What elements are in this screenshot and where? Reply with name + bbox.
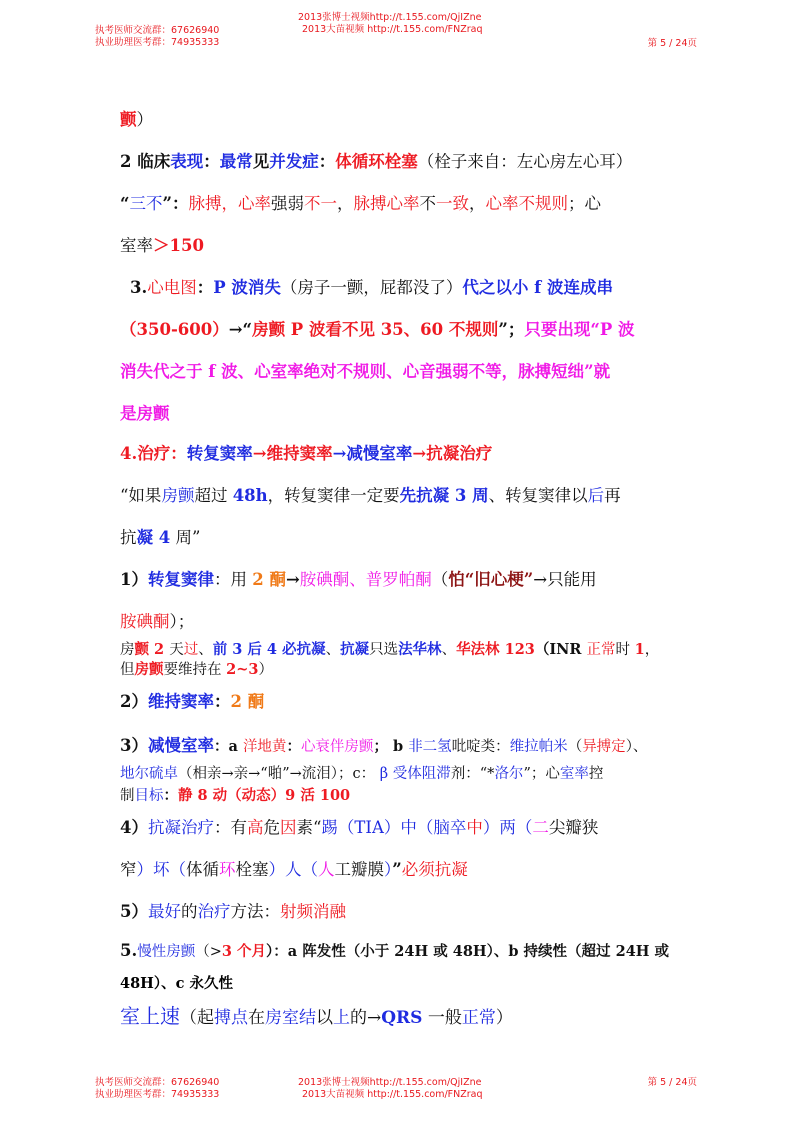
text-span: （起 [180,1008,214,1028]
text-span: 窄 [120,860,137,879]
text-span: 3 个月 [221,943,267,960]
text-span: 胺碘酮、普罗帕酮 [299,570,432,589]
text-span: 但 [120,662,135,678]
header-link-1[interactable]: 2013张博士视频http://t.155.com/QjIZne [298,12,482,23]
text-span: 要维持在 [163,662,227,678]
text-span: 体循 [186,860,219,879]
line-san-bu [120,190,601,214]
text-span: （栓子来自：左心房左心耳） [417,152,633,171]
list-number: 2） [120,692,148,711]
section-heading: 5. [120,941,138,960]
footer-page-number: 第 5 / 24页 [647,1077,697,1088]
text-span: ：用 [213,570,253,589]
section-2-clinical [120,148,632,172]
text-span: 法华林 [398,641,442,658]
text-span: ：有 [213,818,247,837]
text-span: 目标 [134,788,164,804]
text-span: 正常 [461,1008,496,1028]
text-span: β 受体阻 [379,766,437,782]
text-span: 脉搏，心率 [188,194,271,213]
item-5-best-treatment [120,898,346,922]
text-span: 中 [466,818,483,837]
text-span: （350-600） [120,320,229,339]
text-span: 维拉帕米 [509,739,568,755]
text-span: 、转复窦律以 [488,486,588,505]
text-span: 房颤 P 波看不见 35、60 不规则 [252,320,499,339]
line-ecg-4: 是房颤 [120,404,170,423]
text-span: 过 [183,642,199,658]
text-span: 不一 [304,194,337,213]
text-span: 射频消融 [279,902,346,921]
footer-group-1: 执考医师交流群：67626940 [95,1077,220,1088]
text-span: 上 [333,1008,350,1028]
text-span: 工瓣膜 [334,860,384,879]
text-span: 房 [120,642,135,658]
list-number: 3） [120,736,148,755]
footer-group-info [95,1077,219,1101]
text-span: （ [567,739,583,755]
text-span: ，转复窦律一定要 [267,486,400,505]
text-span: 脉搏心率 [353,194,420,213]
text-span: QRS [381,1008,423,1028]
text-span: 后 [587,486,605,505]
item-4-anticoagulation [120,814,598,838]
text-span: 维持窦率 [266,444,333,463]
section-heading: 室上速 [120,1004,180,1028]
text-span: 转复窦率 [186,444,253,463]
line-permanent: 48H）、c 永久性 [120,975,234,992]
text-span: 滞 [436,766,451,782]
text-span: ： [163,787,178,804]
text-span: 1 [634,641,645,658]
text-span: 转复窦律 [147,570,214,589]
text-span: ”； [498,320,525,339]
header-group-1: 执考医师交流群：67626940 [95,25,220,36]
header-group-2: 执业助理医考群：74935333 [95,37,220,48]
text-span: ： [213,692,231,711]
line-quote-4weeks [120,524,200,548]
text-span: →“ [228,320,253,339]
text-span: 剂：“* [450,766,495,782]
text-span: ， [644,642,660,658]
text-span: 体循环栓塞 [335,152,418,171]
section-3-ecg [130,274,613,298]
header-video-links [298,12,483,36]
line-0 [120,106,153,130]
text-span: 先抗凝 3 周 [399,486,489,505]
text-span: 二 [532,818,549,837]
text-span: 高 [246,818,264,837]
text-span: 以 [316,1008,333,1028]
text-span: 颤 [120,110,137,129]
list-number: 4） [120,818,148,837]
footer-group-2: 执业助理医考群：74935333 [95,1089,220,1100]
text-span: 人 [318,860,335,879]
text-span: 2~3 [226,661,259,678]
text-span: 维持窦率 [147,692,214,711]
text-span: 再 [604,486,621,505]
text-span: ；心 [568,194,601,213]
heading-svt [120,1000,513,1029]
text-span: 表现 [170,152,204,171]
text-span: ）； [169,612,195,631]
text-span: 必须抗凝 [401,860,468,879]
text-span: 减慢室率 [147,736,214,755]
text-span: ： [286,738,301,755]
line-warfarin [120,638,659,659]
text-span: ）、 [625,739,648,755]
text-span: （ [431,570,449,589]
text-span: 凝 4 [136,528,171,547]
arrow-icon: → [332,444,347,463]
text-span: 尖瓣狭 [548,818,599,837]
text-span: 心率不规则 [485,194,568,213]
text-span: 房室结 [265,1008,316,1028]
arrow-icon: → [412,444,427,463]
line-diltiazem [120,762,603,783]
text-span: 、 [198,642,213,658]
text-span: 在 [248,1008,265,1028]
text-span: 房颤 [161,486,195,505]
text-span: （相亲→亲→“啪”→流泪）；c： [178,766,380,782]
arrow-icon: → [252,444,267,463]
text-span: 心电图 [147,278,197,297]
text-span: 时 [615,642,635,658]
text-span: “ [120,194,130,213]
text-span: 48h [232,486,268,505]
text-span: 踢（TIA）中（脑卒 [321,818,467,837]
section-4-treatment [120,440,492,464]
text-span: 制 [120,788,135,804]
text-span: ， [337,194,354,213]
header-group-info [95,25,219,49]
section-heading: 4.治疗： [120,444,187,463]
text-span: ： [196,278,214,297]
text-span: 抗凝治疗 [426,444,493,463]
text-span: 方法： [230,902,280,921]
text-span: 环 [219,860,236,879]
text-span: 一致 [436,194,469,213]
text-span: 抗凝治疗 [147,818,214,837]
text-span: ） [258,662,273,678]
text-span: ”；心 [523,766,560,782]
text-span: 吡啶类： [451,739,510,755]
text-span: 栓塞 [235,860,269,879]
text-span: 抗 [120,528,137,547]
footer-link-2[interactable]: 2013大苗视频 http://t.155.com/FNZraq [302,1089,483,1100]
text-span: 房颤 [134,661,164,678]
text-span: ：a [213,738,243,755]
text-span: 最常 [219,152,253,171]
text-span: 素“ [296,818,322,837]
text-span: 危 [263,818,280,837]
text-span: 周” [170,528,201,547]
item-3-rate-control [120,732,647,756]
text-span: 怕“旧心梗” [448,570,534,589]
text-span: 洋地黄 [242,739,287,755]
text-span: 减慢室率 [346,444,413,463]
text-span: 天 [169,642,184,658]
text-span: ）两（ [482,818,533,837]
text-span: 不 [419,194,436,213]
text-span: →只能用 [533,570,597,589]
line-amiodarone [120,608,194,632]
line-ecg-3: 消失代之于 f 波、心室率绝对不规则、心音强弱不等，脉搏短绌”就 [120,362,611,381]
text-span: 静 8 动（动态）9 活 100 [178,787,351,804]
text-span: ）：a 阵发性（小于 24H 或 48H）、b 持续性（超过 24H 或 [266,943,670,960]
text-span: 控 [588,766,604,782]
text-span: ） [136,110,153,129]
line-ventricular-rate [120,232,204,256]
text-span: 非二氢 [408,739,452,755]
text-span: 抗凝 [340,641,370,658]
text-span: 胺碘酮 [120,612,170,631]
section-heading: 2 临床 [120,152,171,171]
text-span: 前 3 后 4 必抗凝 [212,641,326,658]
text-span: 心衰伴房颤 [300,739,374,755]
text-span: ： [203,152,220,171]
text-span: 2 酮 [252,570,286,589]
arrow-icon: → [285,570,300,589]
text-span: （INR [534,641,587,658]
text-span: ： [318,152,336,171]
text-span: 超过 [194,486,233,505]
text-span: 慢性房颤 [137,944,196,960]
text-span: 正常 [586,642,616,658]
text-span: 的 [180,902,198,921]
text-span: ”： [162,194,189,213]
text-span: 并发症 [269,152,319,171]
text-span: 因 [279,818,297,837]
text-span: 只要出现“P 波 [524,320,635,339]
text-span: ； b [373,738,409,755]
text-span: ， [469,194,486,213]
text-span: 洛尔 [494,766,524,782]
text-span: 一般 [422,1008,462,1028]
item-1-cardioversion [120,566,597,590]
header-link-2[interactable]: 2013大苗视频 http://t.155.com/FNZraq [302,24,483,35]
text-span: ” [392,860,402,879]
text-span: 室率 [559,766,589,782]
text-span: 、 [325,642,341,658]
text-span: P 波消失 [213,278,281,297]
item-2-maintain [120,688,264,712]
text-span: 华法林 123 [456,641,535,658]
text-span: ） [495,1008,513,1028]
line-anticoag-2 [120,856,468,880]
footer-video-links [298,1077,483,1101]
text-span: （房子一颤，屁都没了） [280,278,463,297]
text-span: 最好 [147,902,181,921]
header-page-number: 第 5 / 24页 [647,38,697,49]
section-5-chronic-af [120,940,669,961]
text-span: 搏点 [214,1008,248,1028]
text-span: ） [384,860,393,879]
list-number: 1） [120,570,148,589]
line-ecg-2 [120,316,635,340]
text-span: 三不 [129,194,163,213]
text-span: 地尔硫卓 [120,766,178,782]
line-target [120,784,350,805]
text-span: ）坏（ [136,860,186,879]
text-span: 室率 [120,236,153,255]
text-span: 的→ [350,1008,382,1028]
text-span: 、 [441,642,457,658]
text-span: ）人（ [268,860,318,879]
text-span: 治疗 [197,902,231,921]
text-span: 颤 2 [134,641,170,658]
text-span: 见 [252,152,270,171]
text-span: 只选 [369,642,399,658]
text-span: 2 酮 [230,692,265,711]
text-span: ＞150 [153,236,204,255]
footer-link-1[interactable]: 2013张博士视频http://t.155.com/QjIZne [298,1077,482,1088]
list-number: 5） [120,902,148,921]
section-heading: 3. [130,278,148,297]
text-span: 异搏定 [582,739,626,755]
text-span: 强弱 [271,194,304,213]
line-inr [120,658,273,679]
line-quote-48h [120,482,621,506]
text-span: “如果 [120,486,162,505]
text-span: （> [195,944,222,960]
text-span: 代之以小 f 波连成串 [462,278,613,297]
